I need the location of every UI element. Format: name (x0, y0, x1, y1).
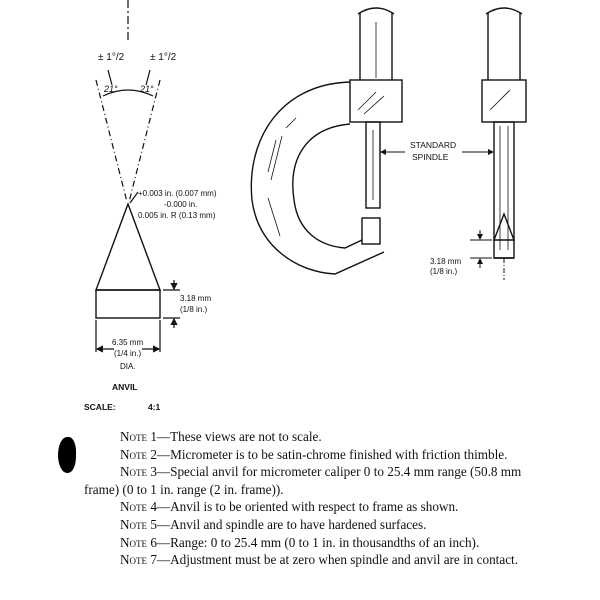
note-6-head: Note 6 (120, 534, 157, 550)
note-3 (84, 463, 524, 498)
note-7-head: Note 7 (120, 552, 157, 568)
anvil-cylinder (96, 290, 160, 318)
sleeve-hatch-1 (358, 92, 376, 110)
note-1 (84, 428, 524, 446)
anvil-labels (84, 52, 217, 412)
dia-label: DIA. (120, 362, 136, 371)
section-barrel-top (486, 8, 522, 14)
standard-label: STANDARD (410, 140, 457, 150)
spindle-label: SPINDLE (412, 152, 449, 162)
note-2-head: Note 2 (120, 446, 157, 462)
section-spindle (494, 122, 514, 258)
angle-left-label: 21° (104, 84, 118, 94)
scale-label: SCALE: (84, 402, 116, 412)
note-2-text: —Micrometer is to be satin-chrome finished with friction thimble. (156, 446, 508, 462)
note-1-head: Note 1 (120, 429, 157, 444)
anvil-width-mm: 6.35 mm (112, 338, 144, 347)
tol-leader-right (146, 70, 150, 85)
spindle-labels (410, 140, 456, 162)
frame-hatch-4 (268, 198, 280, 236)
micrometer-frame (251, 8, 405, 274)
angle-right-label: 21° (140, 84, 154, 94)
note-5-head: Note 5 (120, 516, 157, 532)
note-3-head: Note 3 (120, 464, 157, 480)
ink-blot (58, 437, 76, 473)
frame-anvil-block (362, 218, 380, 244)
note-6-text: —Range: 0 to 25.4 mm (0 to 1 in. in thousandths of an inch). (156, 534, 480, 550)
note-7-text: —Adjustment must be at zero when spindle and anvil are in contact. (156, 552, 519, 568)
section-sleeve-hatch (490, 90, 510, 110)
section-labels (430, 257, 461, 276)
note-1-text: —These views are not to scale. (156, 429, 322, 444)
note-5 (84, 516, 524, 534)
tip-dim-line3: 0.005 in. R (0.13 mm) (138, 211, 216, 220)
scale-value: 4:1 (148, 402, 161, 412)
note-5-text: —Anvil and spindle are to have hardened surfaces. (156, 516, 427, 532)
notes-block (84, 428, 524, 569)
tolerance-left-label: ± 1°/2 (98, 52, 125, 63)
section-barrel-sides (488, 12, 520, 80)
note-2 (84, 446, 524, 464)
note-4 (84, 498, 524, 516)
tip-dim-line1: +0.003 in. (0.007 mm) (138, 189, 217, 198)
note-6 (84, 534, 524, 552)
frame-inner (293, 124, 362, 248)
anvil-height-in: (1/8 in.) (180, 305, 208, 314)
barrel-top (358, 8, 394, 14)
section-sleeve (482, 80, 526, 122)
note-4-text: —Anvil is to be oriented with respect to frame as shown. (156, 499, 459, 515)
right-height-in: (1/8 in.) (430, 267, 458, 276)
spindle-sleeve (350, 80, 402, 122)
tip-dim-line2: -0.000 in. (164, 200, 198, 209)
note-3-text: —Special anvil for micrometer caliper 0 to 25.4 mm range (50.8 mm frame) (0 to 1 in. range (2 in. frame)). (84, 464, 522, 497)
anvil-width-in: (1/4 in.) (114, 349, 142, 358)
sleeve-hatch-2 (364, 96, 384, 114)
tol-leader-left (108, 70, 112, 85)
spindle-section (462, 8, 526, 280)
tolerance-right-label: ± 1°/2 (150, 52, 177, 63)
frame-hatch-1 (268, 140, 276, 172)
note-7 (84, 551, 524, 569)
note-4-head: Note 4 (120, 499, 157, 515)
frame-hatch-3 (286, 118, 296, 128)
frame-hatch-2 (271, 136, 282, 180)
section-anvil-cone (494, 214, 514, 240)
right-height-mm: 3.18 mm (430, 257, 462, 266)
anvil-label: ANVIL (112, 382, 138, 392)
angle-line-left (96, 80, 127, 202)
anvil-height-mm: 3.18 mm (180, 294, 212, 303)
angle-line-right (129, 80, 160, 202)
